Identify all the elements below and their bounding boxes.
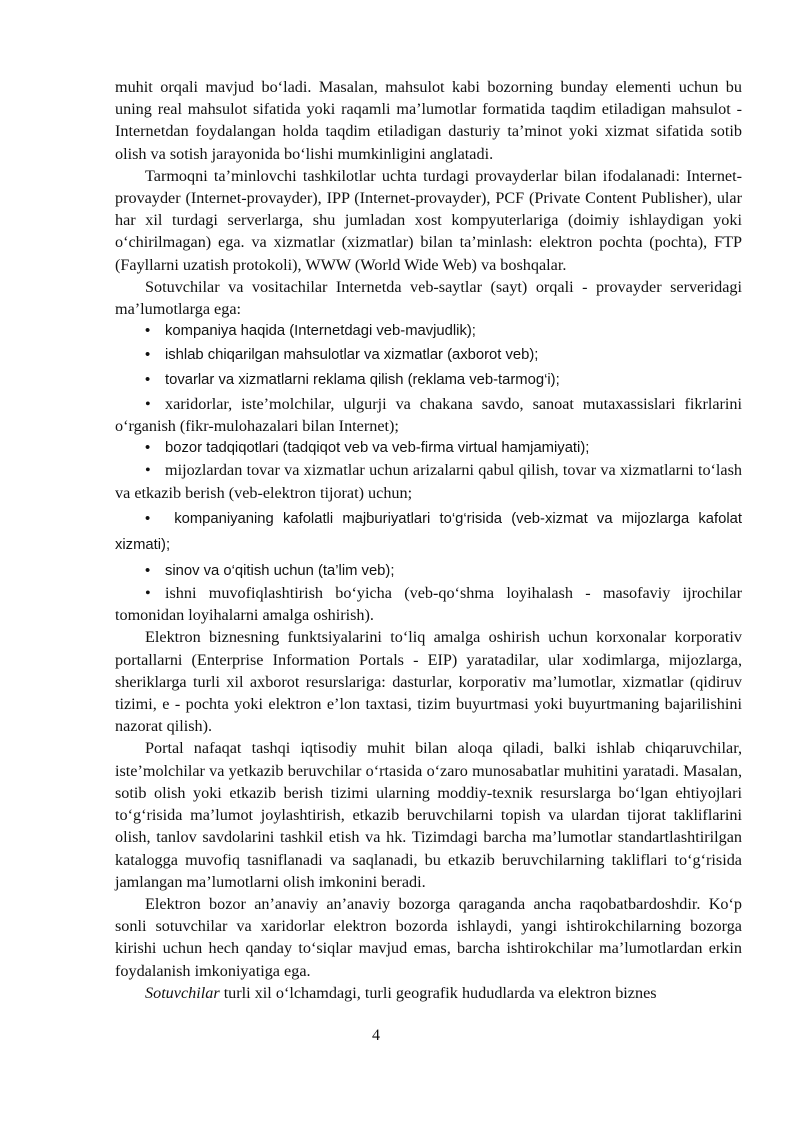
- list-item: • sinov va o‘qitish uchun (ta’lim veb);: [115, 560, 742, 582]
- list-item: • ishni muvofiqlashtirish bo‘yicha (veb-qo‘shma loyihalash - masofaviy ijrochilar tomonidan loyihalarni amalga oshirish).: [115, 584, 742, 625]
- bullet-icon: •: [145, 584, 151, 603]
- list-item: • mijozlardan tovar va xizmatlar uchun arizalarni qabul qilish, tovar va xizmatlarni to‘lash va etkazib berish (veb-elektron tijorat) uchun;: [115, 461, 742, 502]
- list-item: • ishlab chiqarilgan mahsulotlar va xizmatlar (axborot veb);: [115, 344, 742, 366]
- list-item: • kompaniya haqida (Internetdagi veb-mavjudlik);: [115, 320, 742, 342]
- bullet-icon: •: [145, 562, 151, 579]
- list-item: • kompaniyaning kafolatli majburiyatlari to‘g‘risida (veb-xizmat va mijozlarga kafolat xizmati);: [115, 506, 742, 558]
- paragraph-4: Elektron biznesning funktsiyalarini to‘liq amalga oshirish uchun korxonalar korporativ portallarni (Enterprise Information Portals - EIP) yaratadilar, ular xodimlarga, mijozlarga, sheriklarga turli xil axborot resurslariga: dasturlar, korporativ ma’lumotlar, xizmatlar (qidiruv tizimi, e - pochta yoki elektron e’lon taxtasi, tizim buyurtmasi yoki buyurtmaning bajarilishini nazorat qilish).: [115, 628, 742, 736]
- bullet-icon: •: [145, 371, 151, 388]
- paragraph-7: Sotuvchilar turli xil o‘lchamdagi, turli geografik hududlarda va elektron biznes: [145, 983, 657, 1002]
- list-item: • bozor tadqiqotlari (tadqiqot veb va veb-firma virtual hamjamiyati);: [115, 437, 742, 459]
- paragraph-5: Portal nafaqat tashqi iqtisodiy muhit bilan aloqa qiladi, balki ishlab chiqaruvchilar, iste’molchilar va yetkazib beruvchilar o‘rtasida o‘zaro munosabatlar muhitini yaratadi. Masalan, sotib olish yoki etkazib berish tizimi ularning moddiy-texnik resurslarga bo‘lgan ehtiyojlari to‘g‘risida ma’lumot joylashtirish, etkazib beruvchilarni topish va ulardan tijorat takliflarini olish, tanlov savdolarini tashkil etish va hk. Tizimdagi barcha ma’lumotlar standartlashtirilgan katalogga muvofiq tasniflanadi va saqlanadi, bu etkazib beruvchilarning takliflari to‘g‘risida jamlangan ma’lumotlarni olish imkonini beradi.: [115, 739, 742, 891]
- list-item: • xaridorlar, iste’molchilar, ulgurji va chakana savdo, sanoat mutaxassislari fikrlarini o‘rganish (fikr-mulohazalari bilan Internet);: [115, 394, 742, 436]
- bullet-icon: •: [145, 347, 151, 364]
- document-page: [115, 76, 742, 1004]
- bullet-icon: •: [145, 440, 151, 457]
- paragraph-3: Sotuvchilar va vositachilar Internetda veb-saytlar (sayt) orqali - provayder serveridagi ma’lumotlarga ega:: [115, 277, 742, 319]
- bullet-icon: •: [145, 510, 151, 527]
- bullet-icon: •: [145, 461, 151, 480]
- paragraph-2: Tarmoqni ta’minlovchi tashkilotlar uchta turdagi provayderlar bilan ifodalanadi: Internet-provayder (Internet-provayder), IPP (Internet-provayder), PCF (Private Content Publisher), ular har xil turdagi serverlarga, shu jumladan xost kompyuterlariga (doimiy ishlaydigan yoki o‘chirilmagan) ega. va xizmatlar (xizmatlar) bilan ta’minlash: elektron pochta (pochta), FTP (Fayllarni uzatish protokoli), WWW (World Wide Web) va boshqalar.: [115, 166, 742, 274]
- page-number: 4: [372, 1027, 380, 1044]
- list-item: • tovarlar va xizmatlarni reklama qilish (reklama veb-tarmog‘i);: [115, 369, 742, 391]
- paragraph-1: muhit orqali mavjud bo‘ladi. Masalan, mahsulot kabi bozorning bunday elementi uchun bu uning real mahsulot sifatida yoki raqamli ma’lumotlar formatida taqdim etiladigan mahsulot - Internetdan foydalangan holda taqdim etiladigan dasturiy ta’minot yoki xizmat sifatida sotib olish va sotish jarayonida bo‘lishi mumkinligini anglatadi.: [115, 78, 742, 163]
- bullet-icon: •: [145, 323, 151, 340]
- bullet-icon: •: [145, 394, 151, 413]
- paragraph-6: Elektron bozor an’anaviy an’anaviy bozorga qaraganda ancha raqobatbardoshdir. Ko‘p sonli sotuvchilar va xaridorlar elektron bozorda ishlaydi, yangi ishtirokchilarning bozorga kirishi uchun hech qanday to‘siqlar mavjud emas, barcha ishtirokchilar ma’lumotlardan erkin foydalanish imkoniyatiga ega.: [115, 894, 742, 980]
- bullet-list: [115, 320, 742, 626]
- italic-term: Sotuvchilar: [145, 983, 220, 1002]
